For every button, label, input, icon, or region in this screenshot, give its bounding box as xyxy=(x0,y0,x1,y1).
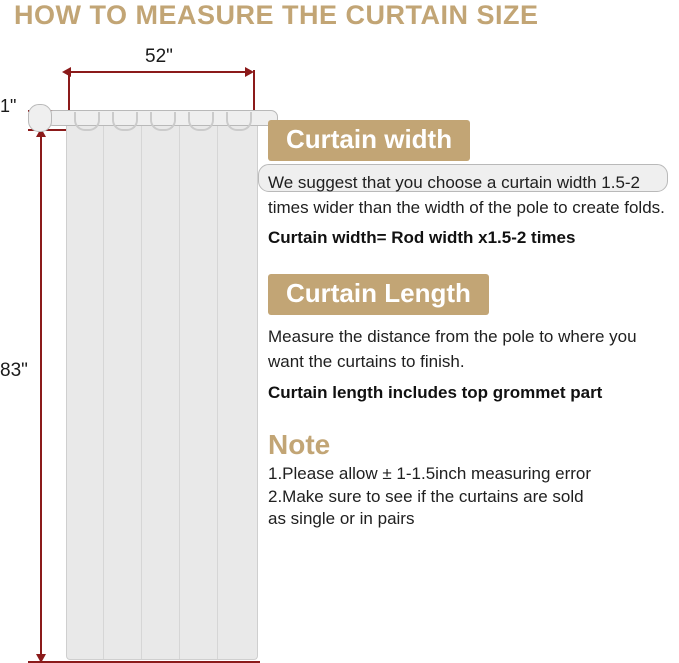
curtain-panel xyxy=(66,114,258,660)
length-tick-bottom xyxy=(28,661,260,663)
curtain-fold xyxy=(179,114,180,659)
section-note xyxy=(268,429,676,532)
grommet-label: 1" xyxy=(0,96,17,116)
grommet-icon xyxy=(74,112,100,131)
note-line-1: 1.Please allow ± 1-1.5inch measuring error xyxy=(268,463,592,483)
curtain-width-paragraph: We suggest that you choose a curtain width 1.5-2 times wider than the width of the pole to create folds. xyxy=(268,173,665,217)
width-label: 52" xyxy=(145,46,173,67)
grommet-icon xyxy=(150,112,176,131)
curtain-fold xyxy=(103,114,104,659)
curtain-width-heading: Curtain width xyxy=(268,120,470,161)
note-line-2: 2.Make sure to see if the curtains are sold xyxy=(268,486,584,506)
section-curtain-length xyxy=(268,274,676,402)
curtain-length-paragraph: Measure the distance from the pole to where you want the curtains to finish. xyxy=(268,327,637,371)
curtain-diagram xyxy=(0,44,270,661)
width-tick-right xyxy=(253,70,255,114)
curtain-length-formula: Curtain length includes top grommet part xyxy=(268,382,603,402)
section-curtain-width xyxy=(268,120,676,248)
grommet-icon xyxy=(112,112,138,131)
width-dimension-line xyxy=(70,71,246,73)
rod-finial-left xyxy=(28,104,52,132)
page-title: HOW TO MEASURE THE CURTAIN SIZE xyxy=(14,0,539,30)
note-line-3: as single or in pairs xyxy=(268,509,415,529)
width-tick-left xyxy=(68,70,70,114)
curtain-fold xyxy=(217,114,218,659)
length-label: 83" xyxy=(0,360,28,381)
instructions-column xyxy=(268,120,676,533)
grommet-icon xyxy=(188,112,214,131)
width-arrow-left xyxy=(62,67,71,77)
length-dimension-line xyxy=(40,134,42,662)
curtain-length-heading: Curtain Length xyxy=(268,274,489,315)
curtain-fold xyxy=(141,114,142,659)
grommet-icon xyxy=(226,112,252,131)
curtain-width-formula: Curtain width= Rod width x1.5-2 times xyxy=(268,228,576,248)
note-heading: Note xyxy=(268,428,331,460)
